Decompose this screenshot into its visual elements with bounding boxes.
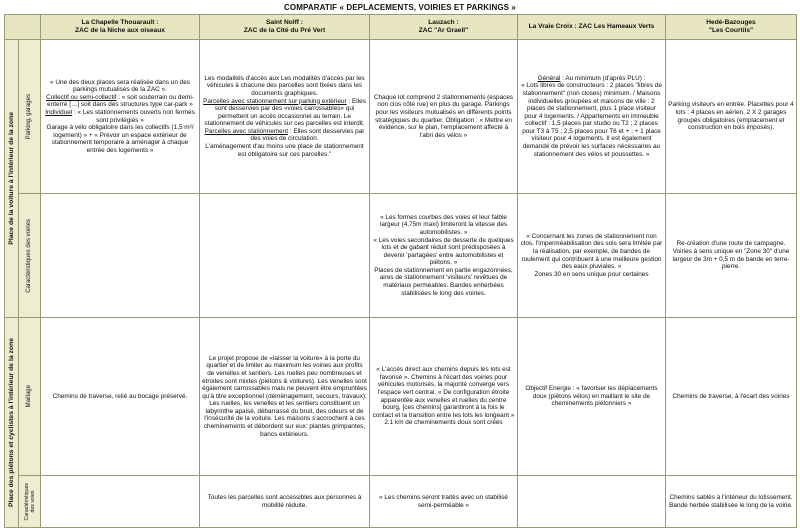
cell-text: Parking visiteurs en entrée. Placettes pour 4 lots : 4 places en aérien, 2 X 2 garages groupés obligatoires (emplacement et construction en bois imposés).: [668, 101, 794, 132]
cell-text: : « soit souterrain ou demi-enterré […] soit dans des structures type car-park »: [47, 93, 194, 109]
cell-parking-saint-nolff: [200, 40, 370, 194]
sub-label-voiries: [19, 194, 41, 318]
row-caracteristiques-voies-douces: [5, 476, 797, 528]
cell-voiries-saint-nolff: [200, 194, 370, 318]
cell-text-underlined: Général: [537, 74, 561, 82]
sub-label-text-line: des voies: [29, 490, 36, 513]
cell-text: : Elles sont desservies par des voies de circulation.: [250, 127, 365, 143]
cell-text: Le projet propose de «laisser la voiture» à la porte du quartier et de limiter au maximum les voiries aux profits de venelles et sentiers. Les ruelles peu nombreuses et étroites sont mixtes (piétons & voitures). Les venelles sont également carrossables mais ne peuvent être empruntées qu'à titre exceptionnel (déménagement, secours, travaux).: [202, 354, 367, 400]
cell-text: « Les chemins seront traités avec un stabilisé semi-perméable »: [379, 493, 508, 509]
cell-text: « Une des deux places sera réalisée dans un des parkings mutualisés de la ZAC ».: [50, 78, 190, 94]
cell-text: « Les voies secondaires de desserte de quelques lots et de gabarit réduit sont prédisposées à devenir 'partagées' entre automobilistes et piétons. »: [373, 236, 514, 267]
sub-label-text: [24, 483, 36, 520]
cell-text: Chemins sablés à l'intérieur du lotissement. Bande herbée stabilisée le long de la voirie.: [669, 493, 793, 509]
cell-text: Places de stationnement en partie engazonnées, aires de stationnement 'visiteurs' revêtues de matériaux perméables. Bandes enherbées stabilisées le long des voiries.: [374, 266, 513, 297]
cell-text: « L'accès direct aux chemins depuis les lots est favorisé ». Chemins à l'écart des voiries pour véhicules motorisés, la majorité converge vers l'espace vert central. « De configuration étroite apparentée aux venelles et ruelles du centre bourg, [ces chemins] garantiront à la fois le contact et la transition entre les lots les longeant »: [372, 366, 515, 419]
cell-text: [520, 75, 663, 83]
sub-label-text: Parking, garages: [25, 93, 32, 140]
row-parking: [5, 40, 797, 194]
row-caracteristiques-voiries: [5, 194, 797, 318]
cell-maillage-hede: [666, 318, 797, 476]
sub-label-parking: [19, 40, 41, 194]
cell-voiries-chapelle: [41, 194, 200, 318]
cell-text: Zones 30 en sens unique pour certaines: [534, 270, 649, 278]
column-header-lauzach: [370, 15, 518, 40]
column-header-line: Hedé-Bazouges: [706, 19, 756, 27]
cell-text-underlined: Parcelles avec stationnement sur parking extérieur: [203, 97, 347, 105]
cell-text: Les modalités d'accès aux Les modalités d'accès par les véhicules à chacune des parcelles sont fixées dans les documents graphiques.: [204, 74, 365, 97]
sub-label-text: Maillage: [25, 385, 32, 408]
sub-label-text-line: Caractéristiques: [23, 482, 30, 521]
column-header-line: La Chapelle Thouarault :: [81, 19, 159, 27]
group-label-text: Place de la voiture à l'intérieur de la zone: [7, 112, 15, 245]
group-label-pietons: [5, 318, 19, 528]
cell-text: Chaque lot comprend 2 stationnements (espaces non clos côté rue) en plus du garage. Parkings pour les visiteurs mutualisés en différents points stratégiques du quartier. Obligation : « Mettre en évidence, sur le plan, l'emplacement affecté à l'abri des vélos »: [373, 93, 514, 139]
sub-label-maillage: [19, 318, 41, 476]
column-header-line: "Les Courtils": [708, 27, 754, 34]
cell-text: Chemins de traverse, relié au bocage préservé.: [52, 392, 188, 400]
cell-text: « Concernant les zones de stationnement non clos, l'imperméabilisation des sols sera limitée par la réalisation, par exemple, de bandes de roulement qui contribuent à une meilleure gestion des eaux pluviales. »: [520, 232, 663, 271]
column-header-saint-nolff: [200, 15, 370, 40]
cell-text: 2.1 km de cheminements doux sont créés: [384, 419, 503, 427]
cell-text: [43, 94, 197, 124]
cell-text: Les ruelles, les venelles et les sentiers constituent un labyrinthe apaisé, débarrassé du bruit, des odeurs et de l'insécurité de la voiture. Les maisons s'accrochent à ces cheminements et débordent sur eux: plantes grimpantes, bancs extérieurs.: [203, 400, 366, 438]
comparison-sheet: [4, 14, 796, 524]
cell-maillage-saint-nolff: [200, 318, 370, 476]
group-label-voiture: [5, 40, 19, 318]
cell-text: Toutes les parcelles sont accessibles aux personnes à mobilité réduite.: [207, 493, 362, 509]
sub-label-text: Caractéristiques des voiries: [25, 218, 32, 293]
cell-text: Chemins de traverse, à l'écart des voiries: [672, 392, 790, 400]
group-label-text: Place des piétons et cyclistes à l'intérieur de la zone: [7, 338, 15, 507]
cell-text: : Au minimum (d'après PLU) :: [560, 74, 646, 82]
cell-text: Garage à vélo obligatoire dans les collectifs (1,5 m²/ logement) » + « Prévoir un espace extérieur de stationnement temporaire à aménager à chaque entrée des logements »: [46, 124, 194, 154]
cell-text: « Les formes courbes des voies et leur faible largeur (4,75m maxi) limiteront la vitesse des automobilistes. »: [379, 213, 508, 236]
cell-parking-hede: [666, 40, 797, 194]
cell-voiries-hede: [666, 194, 797, 318]
cell-text-underlined: Collectif ou semi-collectif: [46, 93, 117, 101]
cell-douces-hede: [666, 476, 797, 528]
column-header-line: La Vraie Croix : ZAC Les Hameaux Verts: [528, 23, 655, 31]
column-header-line: ZAC de la Niche aux oiseaux: [75, 27, 165, 34]
cell-maillage-lauzach: [370, 318, 518, 476]
cell-text: [202, 98, 367, 128]
row-maillage: [5, 318, 797, 476]
header-corner: [5, 15, 41, 40]
column-header-hede-bazouges: [666, 15, 797, 40]
cell-text-underlined: Individuel: [45, 108, 73, 116]
cell-text: « Lots libres de constructeurs : 2 places "libres de stationnement" (non closes) minimum. / Maisons individuelles groupées et maisons de ville : 2 places de stationnement, plus 1 place visiteur pour 4 logements. / Appartements en immeuble collectif : 1,5 places par studio ou T2 ; 2 places pour T3 à T5 ; 2,5 places pour T6 et + ; + 1 place visiteur pour 4 logements. Il est également demandé de prévoir les surfaces nécessaires au stationnement des vélos et poussettes. »: [521, 82, 662, 158]
cell-text: Re-création d'une route de campagne. Voiries à sens unique en "Zone 30" d'une largeur de 3m + 0,5 m de bande en terre-pierre.: [672, 240, 790, 271]
cell-voiries-lauzach: [370, 194, 518, 318]
cell-voiries-vraie-croix: [518, 194, 666, 318]
cell-parking-chapelle: [41, 40, 200, 194]
cell-parking-lauzach: [370, 40, 518, 194]
cell-maillage-chapelle: [41, 318, 200, 476]
column-header-line: ZAC de la Cité du Pré Vert: [243, 27, 326, 34]
cell-douces-lauzach: [370, 476, 518, 528]
cell-douces-vraie-croix: [518, 476, 666, 528]
column-header-line: ZAC "Ar Graell": [418, 27, 469, 34]
cell-text: L'aménagement d'au moins une place de stationnement est obligatoire sur ces parcelles.": [205, 143, 364, 158]
cell-text: : « Les stationnements ouverts non fermés sont privilégiés »: [72, 108, 195, 124]
column-header-vraie-croix: [518, 15, 666, 40]
column-header-chapelle: [41, 15, 200, 40]
header-row: [5, 15, 797, 40]
page-title: COMPARATIF « DEPLACEMENTS, VOIRIES ET PARKINGS »: [284, 3, 516, 12]
cell-douces-chapelle: [41, 476, 200, 528]
comparison-table: [4, 14, 797, 528]
cell-text: [202, 128, 367, 143]
column-header-line: Lauzach :: [428, 19, 459, 27]
cell-text-underlined: Parcelles avec stationnement: [204, 127, 289, 135]
cell-text: Objectif Energie : « favoriser les déplacements doux (piétons vélos) en maillant le site de cheminements piétonniers »: [525, 385, 658, 408]
cell-text: : Elles sont desservies par des «voies carrossables» qui permettent un accès occasionnel au terrain. Le stationnement de véhicules sur ces parcelles est interdit.: [204, 97, 366, 128]
sub-label-voies-douces: [19, 476, 41, 528]
column-header-line: Saint Nolff :: [266, 19, 303, 27]
cell-douces-saint-nolff: [200, 476, 370, 528]
cell-parking-vraie-croix: [518, 40, 666, 194]
cell-maillage-vraie-croix: [518, 318, 666, 476]
